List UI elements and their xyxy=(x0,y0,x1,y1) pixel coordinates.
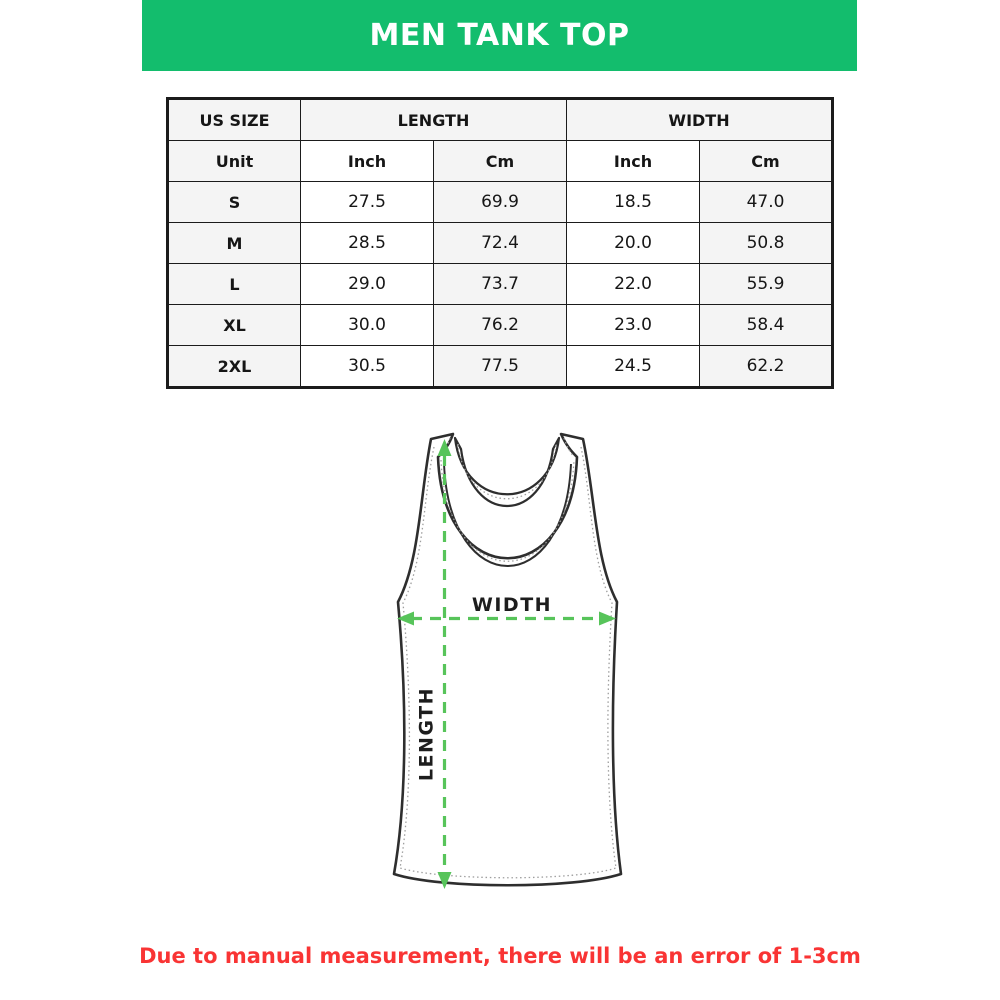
back-neck-band xyxy=(455,438,559,506)
value-cell: 72.4 xyxy=(434,223,567,264)
unit-length-cm: Cm xyxy=(434,141,567,182)
value-cell: 30.5 xyxy=(301,346,434,388)
unit-length-inch: Inch xyxy=(301,141,434,182)
table-group-header-row xyxy=(168,99,833,141)
size-chart-section xyxy=(166,97,834,389)
value-cell: 20.0 xyxy=(567,223,700,264)
table-row-s xyxy=(168,182,833,223)
col-header-width: WIDTH xyxy=(567,99,833,141)
unit-width-cm: Cm xyxy=(700,141,833,182)
value-cell: 62.2 xyxy=(700,346,833,388)
size-label: M xyxy=(168,223,301,264)
table-unit-row xyxy=(168,141,833,182)
table-row-l xyxy=(168,264,833,305)
value-cell: 77.5 xyxy=(434,346,567,388)
value-cell: 23.0 xyxy=(567,305,700,346)
value-cell: 24.5 xyxy=(567,346,700,388)
tank-top-illustration xyxy=(380,415,640,905)
value-cell: 28.5 xyxy=(301,223,434,264)
value-cell: 58.4 xyxy=(700,305,833,346)
back-neck-stitch xyxy=(458,444,556,499)
value-cell: 55.9 xyxy=(700,264,833,305)
size-label: XL xyxy=(168,305,301,346)
table-row-m xyxy=(168,223,833,264)
value-cell: 50.8 xyxy=(700,223,833,264)
value-cell: 73.7 xyxy=(434,264,567,305)
value-cell: 27.5 xyxy=(301,182,434,223)
value-cell: 22.0 xyxy=(567,264,700,305)
tank-top-diagram xyxy=(380,415,640,909)
unit-row-label: Unit xyxy=(168,141,301,182)
unit-width-inch: Inch xyxy=(567,141,700,182)
value-cell: 18.5 xyxy=(567,182,700,223)
title-banner xyxy=(142,0,857,71)
value-cell: 30.0 xyxy=(301,305,434,346)
col-header-us-size: US SIZE xyxy=(168,99,301,141)
col-header-length: LENGTH xyxy=(301,99,567,141)
table-row-2xl xyxy=(168,346,833,388)
value-cell: 47.0 xyxy=(700,182,833,223)
size-label: L xyxy=(168,264,301,305)
measurement-disclaimer: Due to manual measurement, there will be an error of 1-3cm xyxy=(139,944,861,968)
page-title: MEN TANK TOP xyxy=(369,18,630,53)
size-label: S xyxy=(168,182,301,223)
length-dimension-label: LENGTH xyxy=(415,686,438,782)
value-cell: 76.2 xyxy=(434,305,567,346)
value-cell: 69.9 xyxy=(434,182,567,223)
size-chart-table xyxy=(166,97,834,389)
width-dimension-label: WIDTH xyxy=(471,594,553,616)
value-cell: 29.0 xyxy=(301,264,434,305)
table-row-xl xyxy=(168,305,833,346)
size-label: 2XL xyxy=(168,346,301,388)
